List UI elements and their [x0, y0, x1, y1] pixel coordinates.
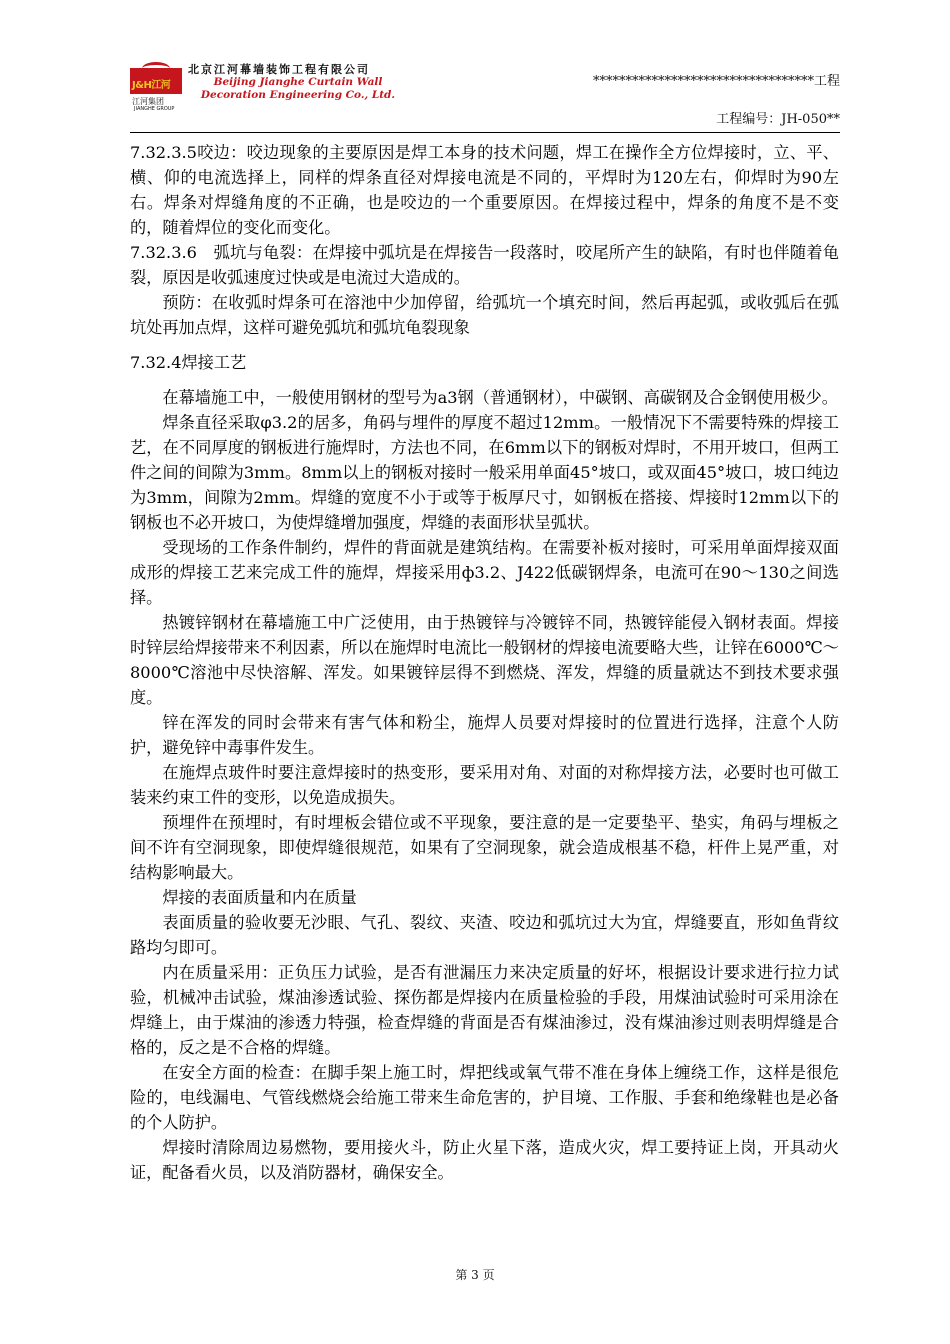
page-header [130, 56, 840, 134]
logo-group-en: JIANGHE GROUP [134, 106, 175, 112]
logo-mark: J&H江河 [132, 80, 171, 91]
logo-emblem [130, 68, 182, 112]
paragraph-crater-crack: 7.32.3.6 弧坑与龟裂：在焊接中弧坑是在焊接告一段落时，咬尾所产生的缺陷，有时也伴随着龟裂，原因是收弧速度过快或是电流过大造成的。 [130, 243, 839, 287]
paragraph-site-conditions: 受现场的工作条件制约，焊件的背面就是建筑结构。在需要补板对接时，可采用单面焊接双面成形的焊接工艺来完成工件的施焊，焊接采用ф3.2、J422低碳钢焊条，电流可在90～130之间选择。 [130, 538, 839, 607]
paragraph-embedded-parts: 预埋件在预埋时，有时埋板会错位或不平现象，要注意的是一定要垫平、垫实，角码与埋板之间不许有空洞现象，即使焊缝很规范，如果有了空洞现象，就会造成根基不稳，杆件上晃严重，对结构影响最大。 [130, 813, 839, 882]
company-logo [130, 56, 400, 112]
company-name-cn: 北京江河幕墙装饰工程有限公司 [188, 63, 370, 76]
paragraph-electrode-diameter: 焊条直径采取φ3.2的居多，角码与埋件的厚度不超过12mm。一般情况下不需要特殊的焊接工艺，在不同厚度的钢板进行施焊时，方法也不同，在6mm以下的钢板对焊时，不用开坡口，但两工件之间的间隙为3mm。8mm以上的钢板对接时一般采用单面45°坡口，或双面45°坡口，坡口纯边为3mm，间隙为2mm。焊缝的宽度不小于或等于板厚尺寸，如钢板在搭接、焊接时12mm以下的钢板也不必开坡口，为使焊缝增加强度，焊缝的表面形状呈弧状。 [130, 413, 839, 532]
document-body [130, 140, 839, 1185]
page-number: 第 3 页 [455, 1268, 495, 1282]
logo-group-cn: 江河集团 [132, 97, 164, 106]
paragraph-prevention: 预防：在收弧时焊条可在溶池中少加停留，给弧坑一个填充时间，然后再起弧，或收弧后在弧坑处再加点焊，这样可避免弧坑和弧坑龟裂现象 [130, 293, 839, 337]
paragraph-undercut: 7.32.3.5咬边：咬边现象的主要原因是焊工本身的技术问题，焊工在操作全方位焊接时，立、平、横、仰的电流选择上，同样的焊条直径对焊接电流是不同的，平焊时为120左右，仰焊时为90左右。焊条对焊缝角度的不正确，也是咬边的一个重要原因。在焊接过程中，焊条的角度不是不变的，随着焊位的变化而变化。 [130, 143, 839, 237]
header-divider [130, 132, 840, 133]
project-number: 工程编号：JH-050** [716, 112, 840, 127]
paragraph-thermal-deformation: 在施焊点玻件时要注意焊接时的热变形，要采用对角、对面的对称焊接方法，必要时也可做工装来约束工件的变形，以免造成损失。 [130, 763, 839, 807]
paragraph-steel-types: 在幕墙施工中，一般使用钢材的型号为a3钢（普通钢材），中碳钢、高碳钢及合金钢使用极少。 [162, 388, 838, 407]
paragraph-fire-prevention: 焊接时清除周边易燃物，要用接火斗，防止火星下落，造成火灾，焊工要持证上岗，开具动火证，配备看火员，以及消防器材，确保安全。 [130, 1138, 839, 1182]
project-title: **********************************工程 [592, 74, 840, 89]
company-name-en: Beijing Jianghe Curtain Wall Decoration Engineering Co., Ltd. [200, 76, 396, 101]
paragraph-surface-quality: 表面质量的验收要无沙眼、气孔、裂纹、夹渣、咬边和弧坑过大为宜，焊缝要直，形如鱼背纹路均匀即可。 [130, 913, 839, 957]
paragraph-quality-heading: 焊接的表面质量和内在质量 [162, 888, 357, 907]
paragraph-galvanized-steel: 热镀锌钢材在幕墙施工中广泛使用，由于热镀锌与冷镀锌不同，热镀锌能侵入钢材表面。焊接时锌层给焊接带来不利因素，所以在施焊时电流比一般钢材的焊接电流要略大些，让锌在6000℃～8000℃溶池中尽快溶解、浑发。如果镀锌层得不到燃烧、浑发，焊缝的质量就达不到技术要求强度。 [130, 613, 839, 707]
paragraph-safety-check: 在安全方面的检查：在脚手架上施工时，焊把线或氧气带不准在身体上缠绕工作，这样是很危险的，电线漏电、气管线燃烧会给施工带来生命危害的，护目境、工作服、手套和绝缘鞋也是必备的个人防护。 [130, 1063, 839, 1132]
paragraph-internal-quality: 内在质量采用：正负压力试验，是否有泄漏压力来决定质量的好坏，根据设计要求进行拉力试验，机械冲击试验，煤油渗透试验、探伤都是焊接内在质量检验的手段，用煤油试验时可采用涂在焊缝上，由于煤油的渗透力特强，检查焊缝的背面是否有煤油渗过，没有煤油渗过则表明焊缝是合格的，反之是不合格的焊缝。 [130, 963, 839, 1057]
paragraph-zinc-fumes: 锌在浑发的同时会带来有害气体和粉尘，施焊人员要对焊接时的位置进行选择，注意个人防护，避免锌中毒事件发生。 [130, 713, 839, 757]
section-heading-welding-process: 7.32.4焊接工艺 [130, 353, 247, 372]
